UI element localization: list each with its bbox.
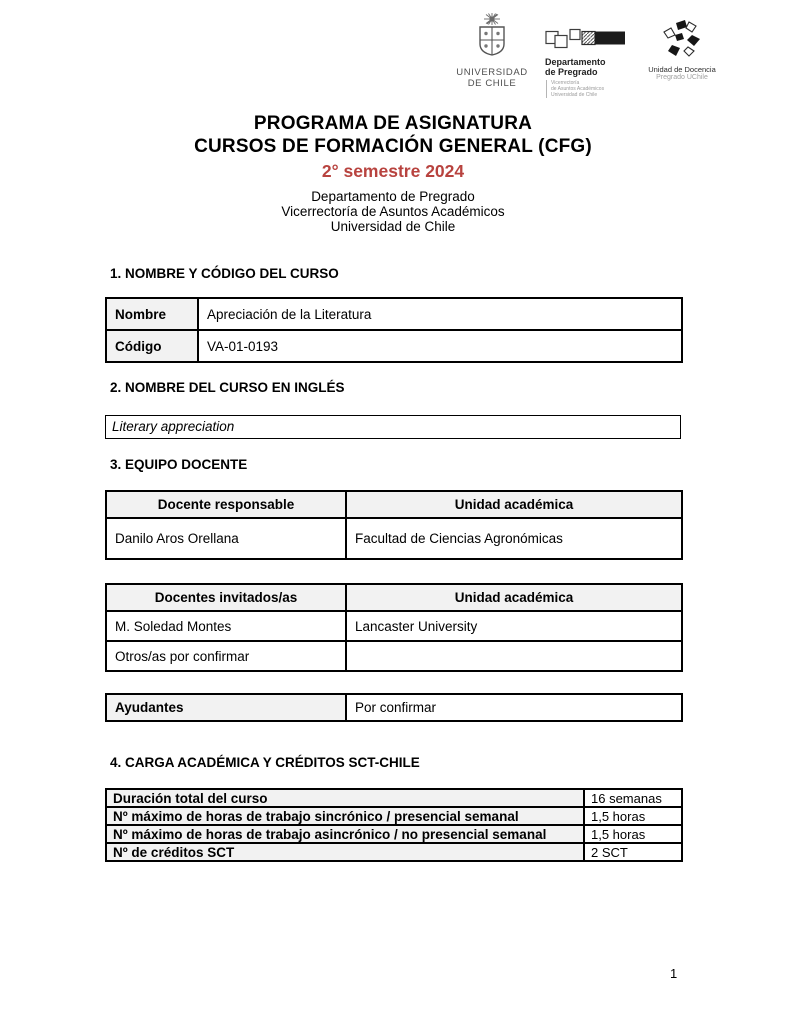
pregrado-logo-title-line2: de Pregrado xyxy=(545,66,598,77)
subtitle-department: Departamento de Pregrado xyxy=(311,189,475,204)
pregrado-logo-sub-line2: de Asuntos Académicos xyxy=(551,86,605,92)
table-row xyxy=(106,330,682,362)
sct-credits-label: Nº de créditos SCT xyxy=(106,843,584,861)
sync-hours-value: 1,5 horas xyxy=(584,807,682,825)
sct-credits-value: 2 SCT xyxy=(584,843,682,861)
table-row xyxy=(106,298,682,330)
semester-subtitle: 2° semestre 2024 xyxy=(321,161,465,181)
course-name-value: Apreciación de la Literatura xyxy=(198,298,682,330)
credits-workload-table xyxy=(105,788,683,862)
invited-teacher-name: Otros/as por confirmar xyxy=(106,641,346,671)
table-header-row xyxy=(106,584,682,611)
document-title-line2: CURSOS DE FORMACIÓN GENERAL (CFG) xyxy=(194,136,592,157)
header-logos xyxy=(452,12,720,98)
table-row xyxy=(106,641,682,671)
responsible-teacher-table xyxy=(105,490,683,560)
docencia-logo-line1: Unidad de Docencia xyxy=(648,65,716,74)
async-hours-value: 1,5 horas xyxy=(584,825,682,843)
pregrado-logo-sub-line3: Universidad de Chile xyxy=(551,92,598,98)
table-row xyxy=(106,789,682,807)
responsible-teacher-name: Danilo Aros Orellana xyxy=(106,518,346,559)
uchile-logo-text xyxy=(452,68,532,89)
uchile-logo-line1: UNIVERSIDAD xyxy=(456,67,528,78)
english-name-box: Literary appreciation xyxy=(105,415,681,439)
uchile-logo xyxy=(452,12,532,89)
pregrado-logo-title xyxy=(545,58,631,77)
table-row xyxy=(106,518,682,559)
section-4-heading: 4. CARGA ACADÉMICA Y CRÉDITOS SCT-CHILE xyxy=(110,755,420,770)
async-hours-label: Nº máximo de horas de trabajo asincrónico / no presencial semanal xyxy=(106,825,584,843)
invited-teachers-table xyxy=(105,583,683,672)
docencia-logo xyxy=(644,12,720,82)
pregrado-squares-icon xyxy=(545,27,627,50)
document-title-line1: PROGRAMA DE ASIGNATURA xyxy=(253,113,533,134)
course-name-label: Nombre xyxy=(106,298,198,330)
table-row xyxy=(106,694,682,721)
subtitle-university: Universidad de Chile xyxy=(330,219,456,234)
docencia-pinwheel-icon xyxy=(661,18,703,58)
docencia-logo-line2: Pregrado UChile xyxy=(656,74,708,81)
section-1-heading: 1. NOMBRE Y CÓDIGO DEL CURSO xyxy=(110,266,339,281)
invited-teacher-name: M. Soledad Montes xyxy=(106,611,346,641)
title-block xyxy=(105,112,681,234)
subtitle-vicerrectoria: Vicerrectoría de Asuntos Académicos xyxy=(281,204,505,219)
page-number: 1 xyxy=(670,966,678,981)
pregrado-logo-subtext xyxy=(546,80,631,98)
course-code-value: VA-01-0193 xyxy=(198,330,682,362)
total-duration-value: 16 semanas xyxy=(584,789,682,807)
sync-hours-label: Nº máximo de horas de trabajo sincrónico / presencial semanal xyxy=(106,807,584,825)
pregrado-logo xyxy=(545,12,631,98)
invited-teachers-col-header: Docentes invitados/as xyxy=(106,584,346,611)
invited-teacher-unit xyxy=(346,641,682,671)
invited-teacher-unit: Lancaster University xyxy=(346,611,682,641)
uchile-crest-icon xyxy=(467,12,517,60)
table-header-row xyxy=(106,491,682,518)
responsible-teacher-unit: Facultad de Ciencias Agronómicas xyxy=(346,518,682,559)
academic-unit-col-header: Unidad académica xyxy=(346,584,682,611)
uchile-logo-line2: DE CHILE xyxy=(467,77,517,89)
section-2-heading: 2. NOMBRE DEL CURSO EN INGLÉS xyxy=(110,380,345,395)
table-row xyxy=(106,843,682,861)
pregrado-logo-sub-line1: Vicerrectoría xyxy=(551,80,580,86)
academic-unit-col-header: Unidad académica xyxy=(346,491,682,518)
assistants-table xyxy=(105,693,683,722)
total-duration-label: Duración total del curso xyxy=(106,789,584,807)
table-row xyxy=(106,825,682,843)
responsible-teacher-col-header: Docente responsable xyxy=(106,491,346,518)
assistants-label: Ayudantes xyxy=(106,694,346,721)
section-3-heading: 3. EQUIPO DOCENTE xyxy=(110,457,248,472)
course-name-code-table xyxy=(105,297,683,363)
table-row xyxy=(106,611,682,641)
assistants-value: Por confirmar xyxy=(346,694,682,721)
pregrado-logo-title-line1: Departamento xyxy=(545,57,606,67)
table-row xyxy=(106,807,682,825)
course-code-label: Código xyxy=(106,330,198,362)
